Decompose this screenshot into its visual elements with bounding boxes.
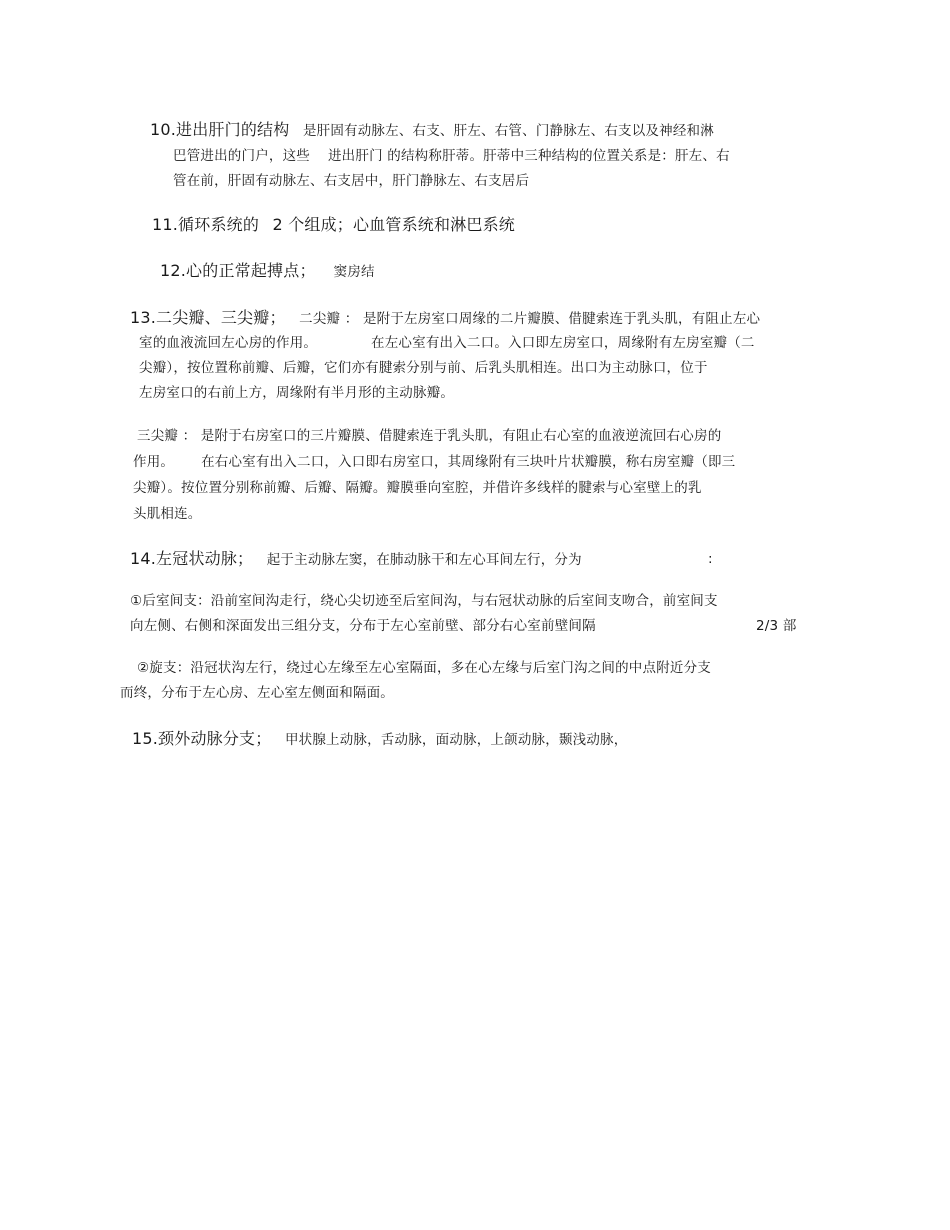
section-15-heading: 15.颈外动脉分支；	[132, 729, 272, 748]
tricuspid-line-4	[133, 504, 202, 524]
section-14-text: 向左侧、右侧和深面发出三组分支，分布于左心室前壁、部分右心室前壁间隔	[130, 618, 596, 634]
section-14-para-1-line-2	[130, 616, 596, 636]
section-13-text: 是附于左房室口周缘的二片瓣膜、借腱索连于乳头肌，有阻止左心	[362, 311, 761, 327]
section-10-text: 的结构称肝蒂。肝蒂中三种结构的位置关系是：肝左、右	[387, 148, 730, 164]
mitral-label: 二尖瓣 ：	[299, 311, 359, 327]
section-14-para-2-line-1	[137, 658, 711, 678]
section-10-line-1	[150, 120, 714, 141]
section-10-text: 进出肝门	[327, 148, 383, 164]
section-13-line-1	[130, 308, 760, 329]
section-14-text: ①后室间支：沿前室间沟走行，绕心尖切迹至后室间沟，与右冠状动脉的后室间支吻合，前室间支	[130, 593, 718, 609]
section-14-para-2-line-2	[120, 683, 394, 703]
section-13-text: 在左心室有出入二口。入口即左房室口，周缘附有左房室瓣（二	[371, 335, 755, 351]
section-11-text: 2 个组成；心血管系统和淋巴系统	[272, 215, 515, 234]
tricuspid-line-1	[137, 426, 721, 446]
tricuspid-text: 尖瓣）。按位置分别称前瓣、后瓣、隔瓣。瓣膜垂向室腔，并借许多线样的腱索与心室壁上的乳	[133, 480, 702, 496]
section-10-line-2	[173, 146, 730, 166]
section-11	[152, 215, 515, 236]
section-13-line-2	[139, 333, 755, 353]
section-14-fraction	[756, 616, 797, 636]
tricuspid-label: 三尖瓣 ：	[137, 428, 197, 444]
tricuspid-text: 作用。	[133, 454, 175, 470]
section-13-text: 尖瓣），按位置称前瓣、后瓣，它们亦有腱索分别与前、后乳头肌相连。出口为主动脉口，位于	[139, 360, 708, 376]
section-11-heading: 11.循环系统的	[152, 215, 260, 234]
section-14-line-1	[130, 549, 582, 570]
section-10-text: 巴管进出的门户，这些	[173, 148, 310, 164]
tricuspid-line-3	[133, 478, 702, 498]
section-14-colon-text: :	[708, 551, 713, 567]
section-15-text: 甲状腺上动脉，舌动脉，面动脉，上颌动脉，颞浅动脉，	[284, 732, 628, 748]
section-13-text: 左房室口的右前上方，周缘附有半月形的主动脉瓣。	[139, 385, 455, 401]
section-10-heading: 10.进出肝门的结构	[150, 120, 290, 139]
tricuspid-text: 是附于右房室口的三片瓣膜、借腱索连于乳头肌，有阻止右心室的血液逆流回右心房的	[200, 428, 722, 444]
section-13-line-4	[139, 383, 454, 403]
section-13-text: 室的血液流回左心房的作用。	[139, 335, 318, 351]
section-14-text: ②旋支：沿冠状沟左行，绕过心左缘至左心室隔面，多在心左缘与后室门沟之间的中点附近分支	[137, 660, 712, 676]
section-10-text: 是肝固有动脉左、右支、肝左、右管、门静脉左、右支以及神经和淋	[302, 123, 714, 139]
tricuspid-text: 在右心室有出入二口，入口即右房室口，其周缘附有三块叶片状瓣膜，称右房室瓣（即三	[201, 454, 736, 470]
section-12-answer: 窦房结	[333, 264, 375, 280]
section-13-heading: 13.二尖瓣、三尖瓣；	[130, 308, 286, 327]
section-13-line-3	[139, 358, 708, 378]
section-14-text: 2/3 部	[756, 618, 797, 634]
section-10-line-3	[173, 171, 529, 191]
section-14-colon	[708, 549, 713, 569]
section-14-heading: 14.左冠状动脉；	[130, 549, 254, 568]
section-14-para-1-line-1	[130, 591, 718, 611]
tricuspid-line-2	[133, 452, 735, 472]
section-14-text: 起于主动脉左窦，在肺动脉干和左心耳间左行，分为	[266, 552, 582, 568]
section-15	[132, 729, 627, 750]
section-10-text: 管在前，肝固有动脉左、右支居中，肝门静脉左、右支居后	[173, 173, 530, 189]
section-14-text: 而终，分布于左心房、左心室左侧面和隔面。	[120, 685, 394, 701]
section-12-heading: 12.心的正常起搏点；	[160, 261, 316, 280]
section-12	[160, 261, 375, 282]
tricuspid-text: 头肌相连。	[133, 506, 202, 522]
